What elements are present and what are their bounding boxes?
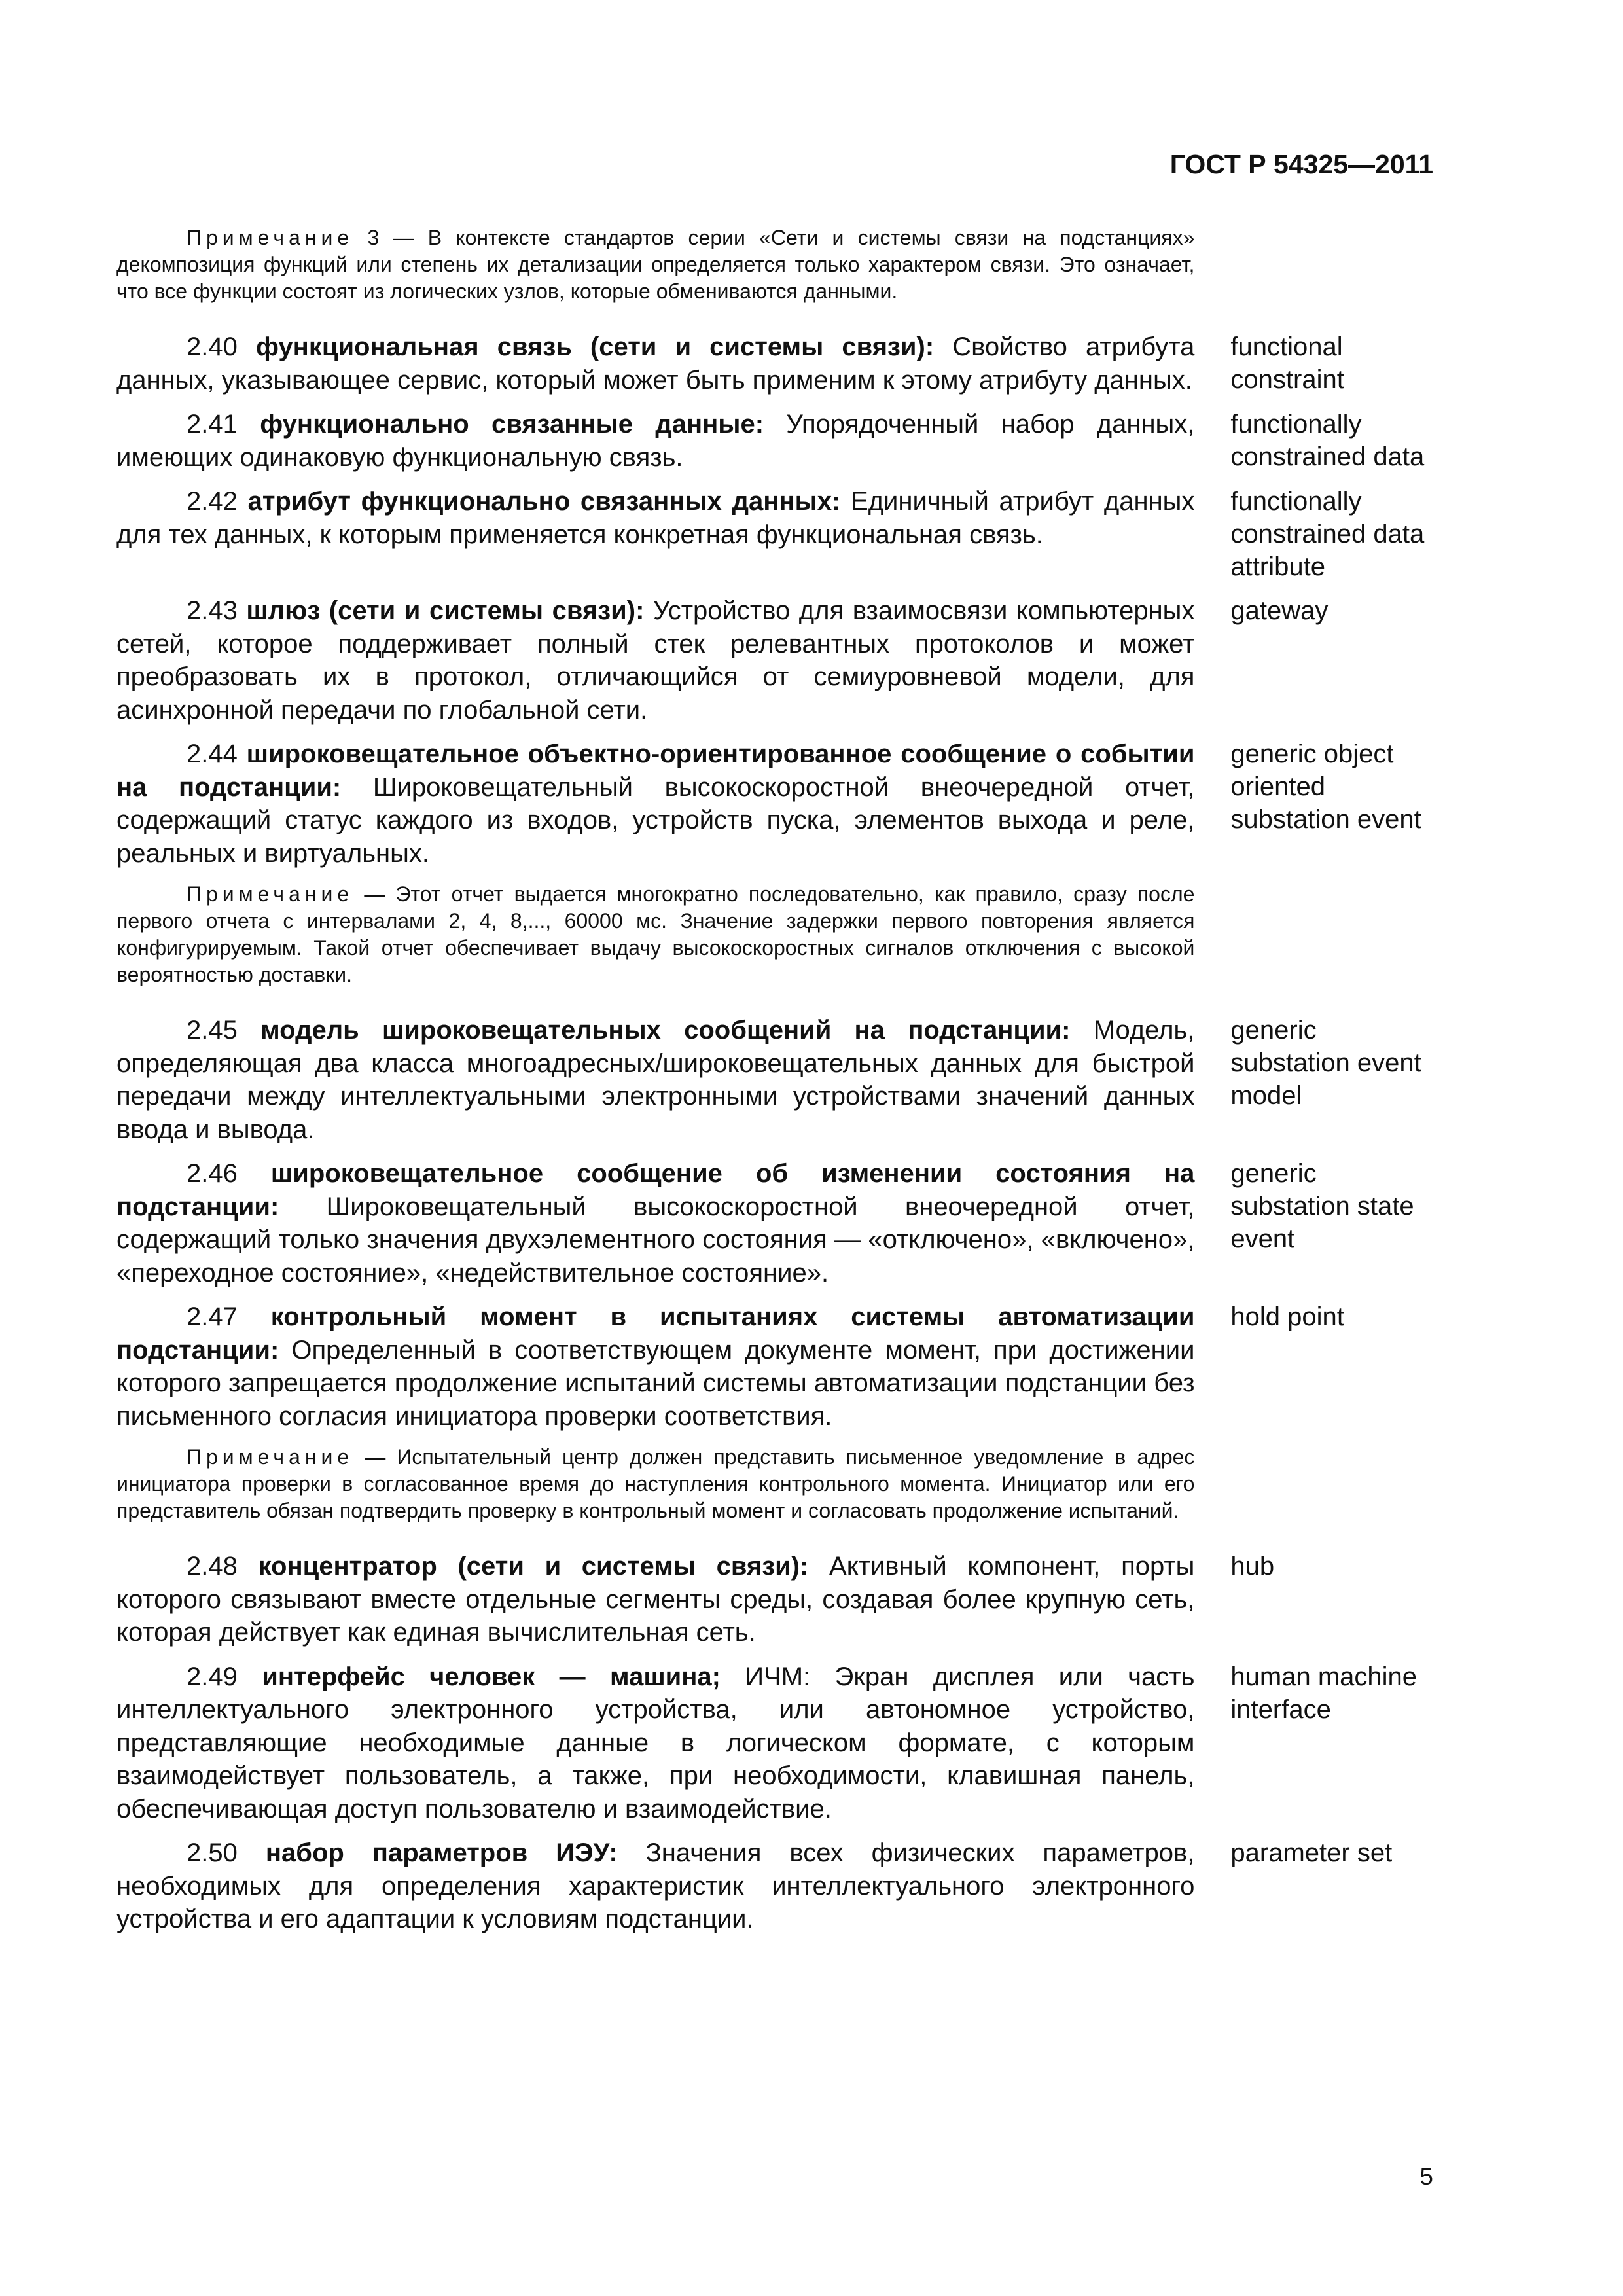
term-text: Упорядоченный набор данных, имеющих одинаковую функциональную связь. bbox=[116, 410, 1195, 472]
term-text: Устройство для взаимосвязи компьютерных сетей, которое поддерживает полный стек релевантных протоколов и может преобразовать их в протокол, отличающийся от семиуровневой модели, для асинхронной передачи по глобальной сети. bbox=[116, 596, 1195, 725]
term-number: 2.43 bbox=[187, 596, 238, 625]
term-number: 2.45 bbox=[187, 1016, 238, 1045]
page-number: 5 bbox=[1419, 2163, 1433, 2190]
english-equivalent: functionally constrained data attribute bbox=[1230, 487, 1425, 581]
note-body: — Этот отчет выдается многократно последовательно, как правило, сразу после первого отчета с интервалами 2, 4, 8,..., 60000 мс. Значение задержки первого повторения является конфигурируемым. Такой отчет обеспечивает выдачу высокоскоростных сигналов отключения с высокой вероятностью доставки. bbox=[116, 882, 1195, 986]
note-text bbox=[116, 1444, 1194, 1524]
term-number: 2.49 bbox=[187, 1662, 238, 1691]
term-entry bbox=[116, 1550, 1438, 1649]
note-block bbox=[116, 1444, 1438, 1539]
term-entry bbox=[116, 408, 1438, 474]
term-text: Свойство атрибута данных, указывающее сервис, который может быть применим к этому атрибуту данных. bbox=[116, 332, 1195, 395]
term-entry bbox=[116, 1300, 1438, 1433]
note-text bbox=[116, 224, 1194, 305]
term-name: функционально связанные данные: bbox=[260, 410, 764, 439]
term-entry bbox=[116, 1660, 1438, 1826]
term-number: 2.48 bbox=[187, 1552, 238, 1581]
term-name: контрольный момент в испытаниях системы автоматизации подстанции: bbox=[116, 1302, 1195, 1365]
term-definition bbox=[116, 738, 1194, 870]
english-equivalent: parameter set bbox=[1230, 1839, 1393, 1867]
term-entry bbox=[116, 594, 1438, 726]
english-equivalent: functional constraint bbox=[1230, 332, 1344, 394]
term-text: Значения всех физических параметров, необходимых для определения характеристик интеллектуального электронного устройства и его адаптации к условиям подстанции. bbox=[116, 1839, 1195, 1933]
term-entry bbox=[116, 1157, 1438, 1289]
term-definition bbox=[116, 1660, 1194, 1826]
term-name: интерфейс человек — машина; bbox=[262, 1662, 721, 1691]
term-definition bbox=[116, 1014, 1194, 1146]
english-equivalent: functionally constrained data bbox=[1230, 410, 1425, 471]
terms-content bbox=[116, 224, 1438, 1947]
term-definition bbox=[116, 408, 1194, 474]
note-label: Примечание bbox=[187, 882, 354, 906]
english-equivalent: hold point bbox=[1230, 1302, 1344, 1331]
english-equivalent: generic substation state event bbox=[1230, 1159, 1414, 1253]
term-definition bbox=[116, 1157, 1194, 1289]
term-entries bbox=[116, 331, 1438, 1936]
standard-header: ГОСТ Р 54325—2011 bbox=[1169, 149, 1433, 179]
term-name: модель широковещательных сообщений на подстанции: bbox=[260, 1016, 1071, 1045]
english-equivalent: hub bbox=[1230, 1552, 1275, 1581]
note-body: 3 — В контексте стандартов серии «Сети и системы связи на подстанциях» декомпозиция функций или степень их детализации определяется только характером связи. Это означает, что все функции состоят из логических узлов, которые обмениваются данными. bbox=[116, 226, 1195, 303]
term-definition bbox=[116, 485, 1194, 551]
term-entry bbox=[116, 738, 1438, 870]
term-number: 2.41 bbox=[187, 410, 238, 439]
term-number: 2.42 bbox=[187, 487, 238, 516]
term-text: Модель, определяющая два класса многоадресных/широковещательных данных для быстрой передачи между интеллектуальными электронными устройствами значений данных ввода и вывода. bbox=[116, 1016, 1195, 1144]
term-name: широковещательное сообщение об изменении состояния на подстанции: bbox=[116, 1159, 1195, 1221]
term-number: 2.40 bbox=[187, 332, 238, 361]
term-text: Единичный атрибут данных для тех данных, к которым применяется конкретная функциональная связь. bbox=[116, 487, 1195, 549]
term-text: ИЧМ: Экран дисплея или часть интеллектуального электронного устройства, или автономное устройство, представляющие необходимые данные в логическом формате, с которым взаимодействует пользователь, а также, при необходимости, клавишная панель, обеспечивающая доступ пользователю и взаимодействие. bbox=[116, 1662, 1195, 1823]
term-name: широковещательное объектно-ориентированное сообщение о событии на подстанции: bbox=[116, 740, 1195, 802]
term-text: Широковещательный высокоскоростной внеочередной отчет, содержащий только значения двухэлементного состояния — «отключено», «включено», «переходное состояние», «недействительное состояние». bbox=[116, 1192, 1195, 1287]
english-equivalent: generic substation event model bbox=[1230, 1016, 1421, 1110]
term-text: Широковещательный высокоскоростной внеочередной отчет, содержащий статус каждого из входов, устройств пуска, элементов выхода и реле, реальных и виртуальных. bbox=[116, 772, 1195, 868]
note-text bbox=[116, 881, 1194, 988]
note-body: — Испытательный центр должен представить письменное уведомление в адрес инициатора проверки в согласованное время до наступления контрольного момента. Инициатор или его представитель обязан подтвердить проверку в контрольный момент и согласовать продолжение испытаний. bbox=[116, 1445, 1195, 1522]
term-entry bbox=[116, 485, 1438, 583]
english-equivalent: gateway bbox=[1230, 596, 1329, 625]
note-block bbox=[116, 881, 1438, 1003]
term-name: набор параметров ИЭУ: bbox=[265, 1839, 618, 1867]
term-name: атрибут функционально связанных данных: bbox=[247, 487, 841, 516]
term-number: 2.46 bbox=[187, 1159, 238, 1188]
english-equivalent: generic object oriented substation event bbox=[1230, 740, 1421, 834]
term-entry bbox=[116, 1837, 1438, 1936]
term-definition bbox=[116, 594, 1194, 726]
english-equivalent: human machine interface bbox=[1230, 1662, 1418, 1724]
term-definition bbox=[116, 1550, 1194, 1649]
term-entry bbox=[116, 1014, 1438, 1146]
term-number: 2.44 bbox=[187, 740, 238, 768]
term-definition bbox=[116, 1837, 1194, 1936]
note-block bbox=[116, 224, 1438, 319]
term-text: Активный компонент, порты которого связывают вместе отдельные сегменты среды, создавая более крупную сеть, которая действует как единая вычислительная сеть. bbox=[116, 1552, 1195, 1647]
term-name: шлюз (сети и системы связи): bbox=[246, 596, 645, 625]
note-label: Примечание bbox=[187, 226, 354, 249]
term-definition bbox=[116, 331, 1194, 397]
term-number: 2.47 bbox=[187, 1302, 238, 1331]
term-definition bbox=[116, 1300, 1194, 1433]
term-entry bbox=[116, 331, 1438, 397]
note-label: Примечание bbox=[187, 1445, 354, 1469]
term-number: 2.50 bbox=[187, 1839, 238, 1867]
term-text: Определенный в соответствующем документе момент, при достижении которого запрещается продолжение испытаний системы автоматизации подстанции без письменного согласия инициатора проверки соответствия. bbox=[116, 1335, 1195, 1431]
term-name: концентратор (сети и системы связи): bbox=[258, 1552, 809, 1581]
term-name: функциональная связь (сети и системы связи): bbox=[255, 332, 935, 361]
